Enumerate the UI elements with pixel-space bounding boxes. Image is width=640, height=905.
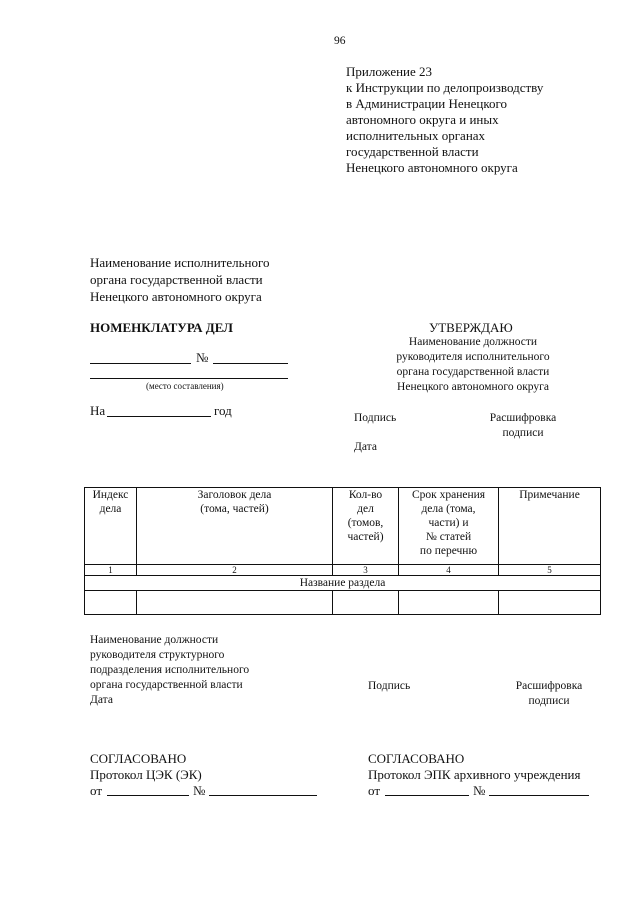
table-cell: [137, 591, 333, 615]
agreed-right-block: [368, 751, 581, 783]
org-name-block: [90, 254, 350, 305]
year-suffix: год: [214, 403, 232, 418]
head-decode: [504, 679, 594, 709]
appendix-line: Приложение 23: [346, 64, 433, 79]
number-sign: №: [196, 350, 209, 365]
agreed-left-number-sign: №: [193, 783, 206, 798]
agreed-left-from: от: [90, 783, 103, 798]
agreed-right-date-underline: [385, 795, 469, 796]
appendix-line: в Администрации Ненецкого: [346, 96, 507, 111]
approval-signature: Подпись: [354, 412, 397, 424]
year-underline: [107, 416, 211, 417]
agreed-right-protocol: Протокол ЭПК архивного учреждения: [368, 767, 581, 782]
header-index: Индекс дела: [85, 488, 137, 565]
head-position-line: руководителя структурного: [90, 649, 225, 661]
approval-line: органа государственной власти: [396, 366, 550, 378]
nomenclature-table: [84, 487, 601, 615]
head-position-block: [90, 633, 330, 708]
agreed-left-block: [90, 751, 202, 783]
table-header-row: [85, 488, 601, 565]
approval-decode-line: подписи: [502, 427, 544, 439]
place-caption: (место составления): [146, 381, 224, 391]
column-number: 4: [399, 565, 499, 576]
appendix-line: Ненецкого автономного округа: [346, 160, 518, 175]
org-name-line: Ненецкого автономного округа: [90, 289, 262, 304]
approval-title: УТВЕРЖДАЮ: [429, 320, 513, 335]
approval-line: Наименование должности: [408, 336, 538, 348]
agreed-left-title: СОГЛАСОВАНО: [90, 751, 187, 766]
table-section-row: [85, 576, 601, 591]
agreed-right-from: от: [368, 783, 381, 798]
number-underline: [213, 363, 288, 364]
head-signature: Подпись: [368, 680, 411, 692]
table-cell: [333, 591, 399, 615]
header-note: Примечание: [499, 488, 601, 565]
approval-line: руководителя исполнительного: [396, 351, 550, 363]
column-number: 5: [499, 565, 601, 576]
header-count: Кол-во дел (томов, частей): [333, 488, 399, 565]
agreed-right-number-sign: №: [473, 783, 486, 798]
agreed-left-protocol: Протокол ЦЭК (ЭК): [90, 767, 202, 782]
appendix-line: исполнительных органах: [346, 128, 486, 143]
page-number: 96: [334, 35, 346, 47]
table-cell: [399, 591, 499, 615]
approval-date: Дата: [354, 441, 377, 453]
head-position-date: Дата: [90, 694, 113, 706]
approval-line: Ненецкого автономного округа: [397, 381, 549, 393]
year-prefix: На: [90, 403, 106, 418]
section-name: Название раздела: [85, 576, 601, 591]
appendix-line: государственной власти: [346, 144, 479, 159]
head-position-line: подразделения исполнительного: [90, 664, 250, 676]
org-name-line: органа государственной власти: [90, 272, 263, 287]
table-number-row: [85, 565, 601, 576]
agreed-right-title: СОГЛАСОВАНО: [368, 751, 465, 766]
head-decode-line: Расшифровка: [515, 680, 583, 692]
column-number: 3: [333, 565, 399, 576]
head-position-line: органа государственной власти: [90, 679, 243, 691]
org-name-line: Наименование исполнительного: [90, 255, 270, 270]
agreed-left-number-underline: [209, 795, 317, 796]
approval-decode-line: Расшифровка: [489, 412, 557, 424]
appendix-line: к Инструкции по делопроизводству: [346, 80, 544, 95]
header-storage: Срок хранения дела (тома, части) и № статей по перечню: [399, 488, 499, 565]
agreed-right-number-underline: [489, 795, 589, 796]
table-cell: [85, 591, 137, 615]
head-decode-line: подписи: [528, 695, 570, 707]
table-row: [85, 591, 601, 615]
approval-position: [358, 335, 588, 395]
index-underline: [90, 363, 191, 364]
approval-decode: [478, 411, 568, 441]
column-number: 1: [85, 565, 137, 576]
agreed-left-date-underline: [107, 795, 189, 796]
appendix-line: автономного округа и иных: [346, 112, 499, 127]
nomenclature-title: НОМЕНКЛАТУРА ДЕЛ: [90, 320, 233, 335]
table-cell: [499, 591, 601, 615]
header-title: Заголовок дела (тома, частей): [137, 488, 333, 565]
place-underline: [90, 378, 288, 379]
column-number: 2: [137, 565, 333, 576]
appendix-block: [346, 64, 616, 176]
head-position-line: Наименование должности: [90, 634, 219, 646]
